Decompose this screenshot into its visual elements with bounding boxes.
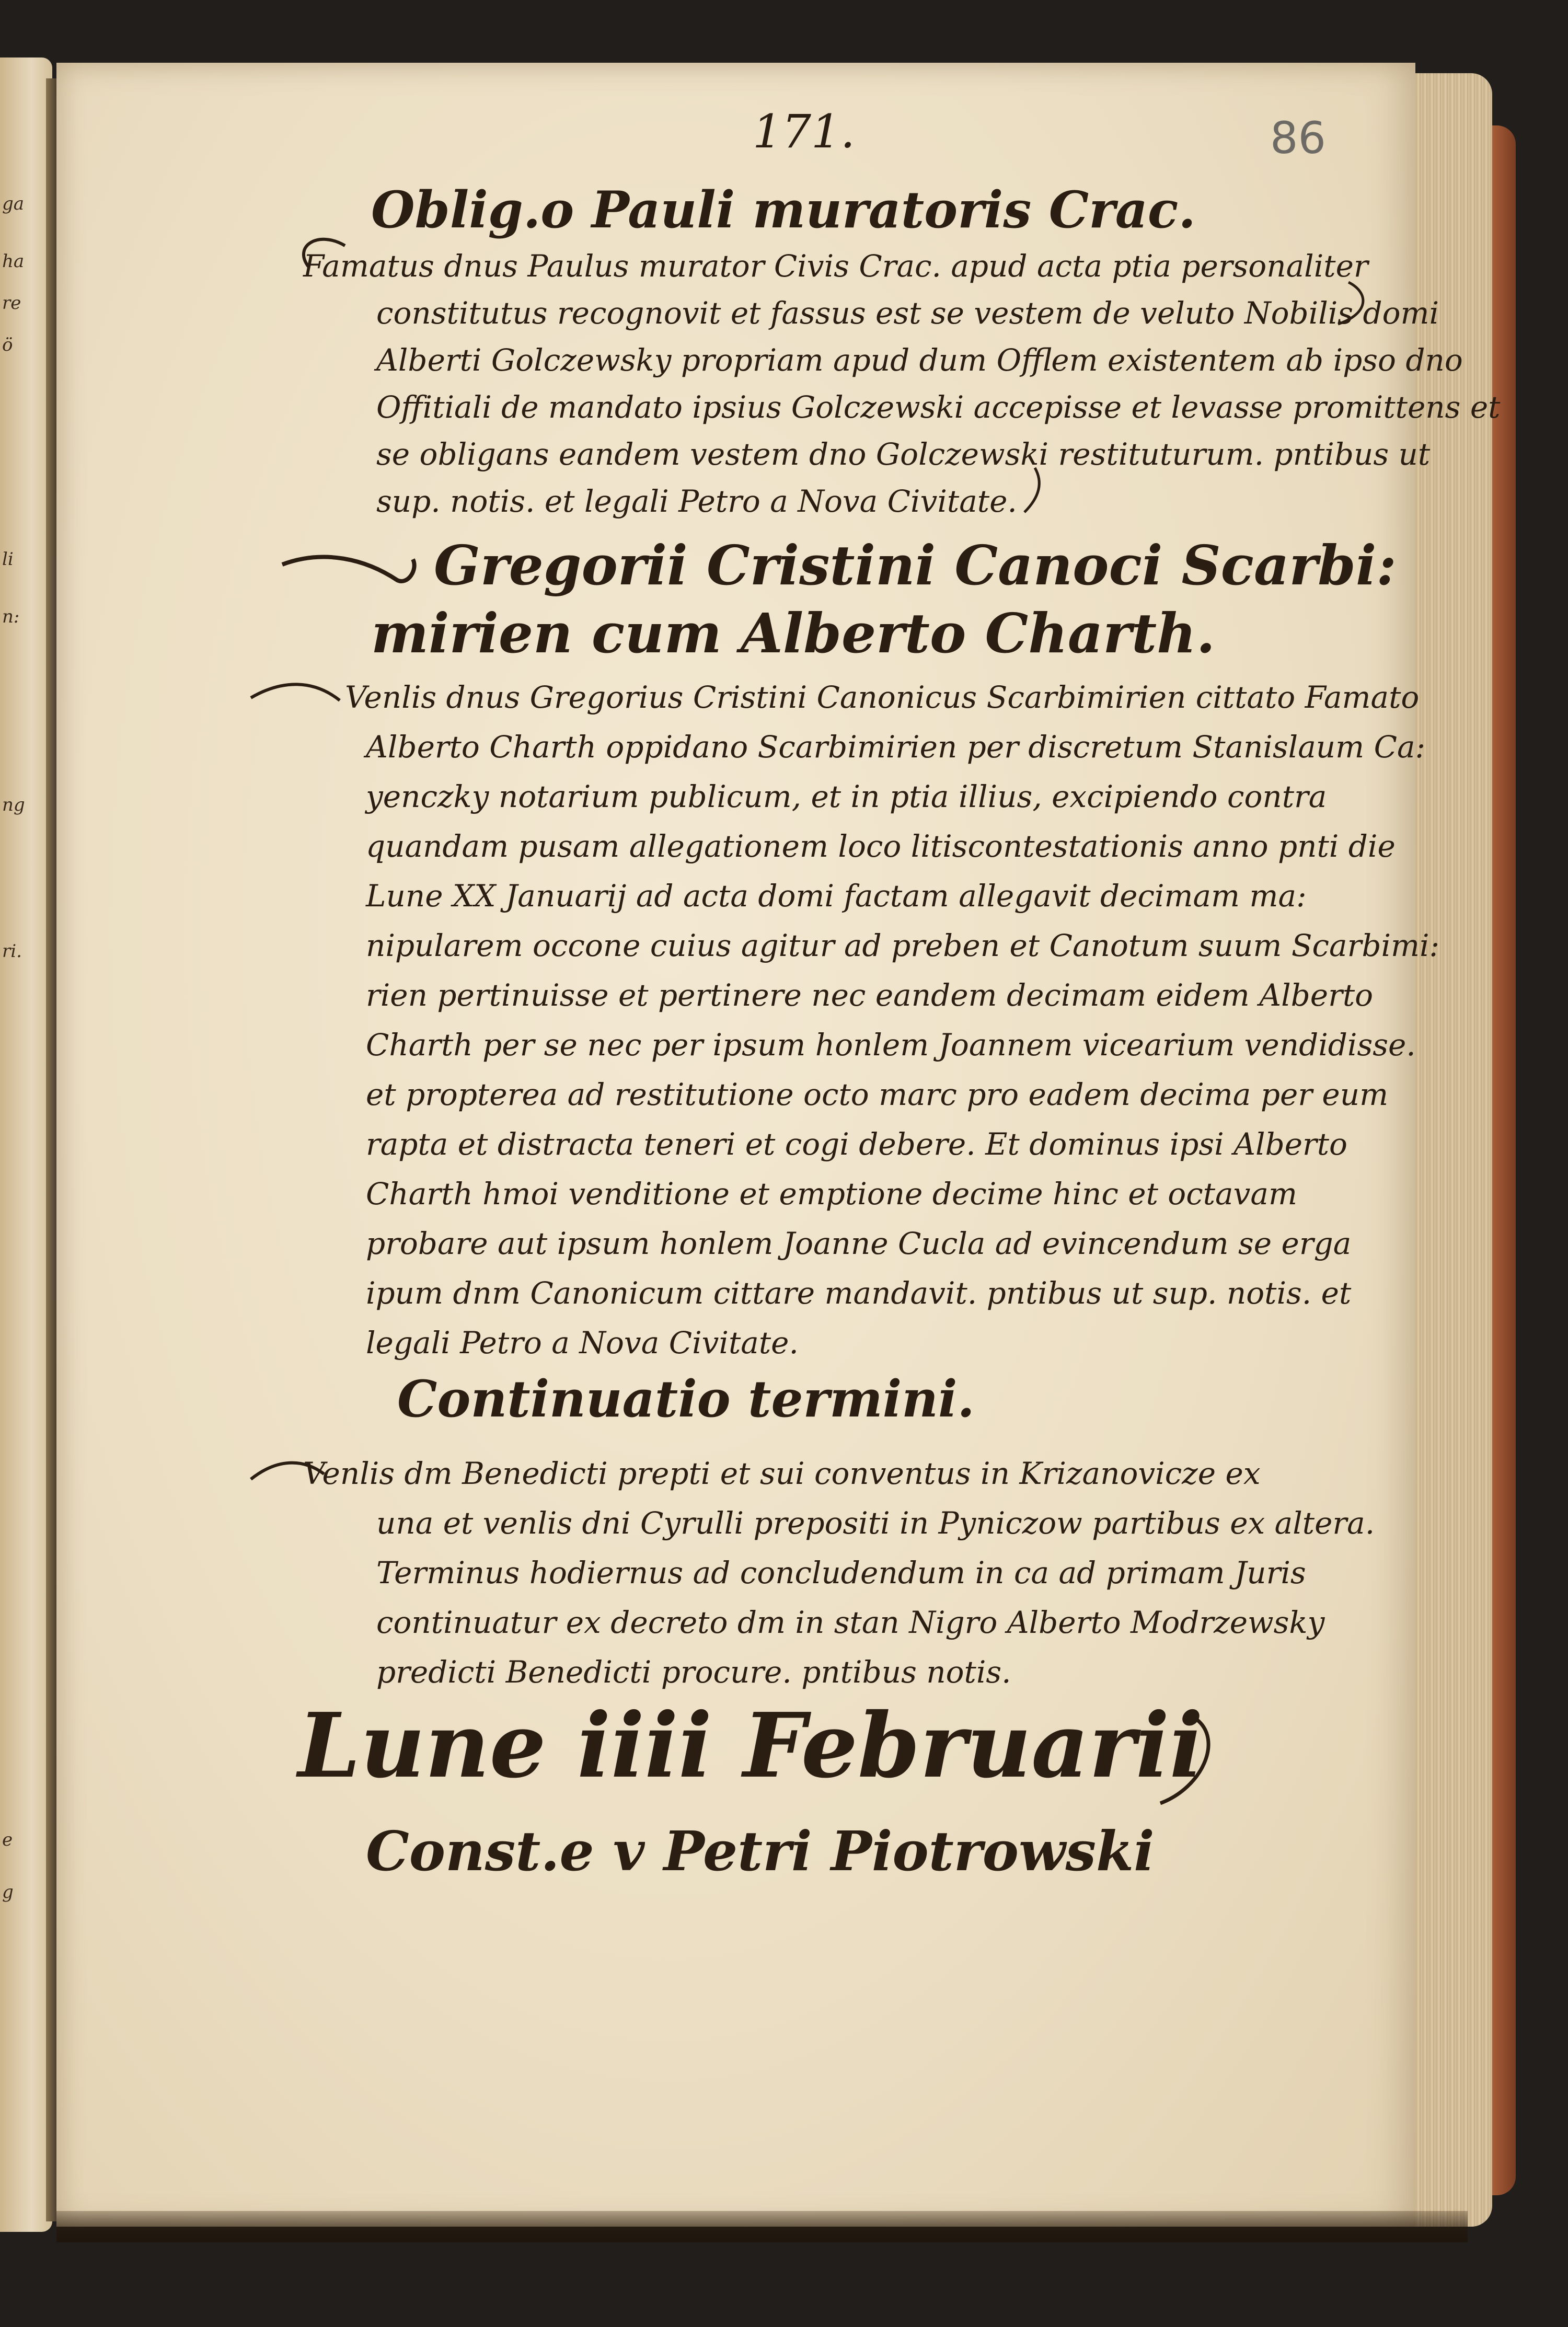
margin-note-fragment: n: xyxy=(2,606,20,627)
entry-2-heading-line: mirien cum Alberto Charth. xyxy=(371,601,1215,665)
entry-2-heading-line: Gregorii Cristini Canoci Scarbi: xyxy=(434,533,1397,597)
entry-2-line: nipularem occone cuius agitur ad preben et Canotum suum Scarbimi: xyxy=(366,928,1440,963)
entry-3-line: predicti Benedicti procure. pntibus notis. xyxy=(376,1654,1011,1690)
entry-2-line: rapta et distracta teneri et cogi debere. Et dominus ipsi Alberto xyxy=(366,1126,1347,1162)
entry-1-line: sup. notis. et legali Petro a Nova Civitate. xyxy=(376,483,1017,519)
margin-note-fragment: e xyxy=(2,1829,13,1850)
flourish-entry-2 xyxy=(251,684,340,700)
margin-note-fragment: g xyxy=(2,1882,14,1903)
entry-2-line: Charth hmoi venditione et emptione decime hinc et octavam xyxy=(366,1176,1297,1212)
flourish-entry-2-heading xyxy=(282,557,414,581)
entry-2-line: legali Petro a Nova Civitate. xyxy=(366,1325,799,1361)
flourish-date xyxy=(1160,1720,1208,1803)
entry-2-line: Venlis dnus Gregorius Cristini Canonicus Scarbimirien cittato Famato xyxy=(345,679,1420,715)
margin-note-fragment: ö xyxy=(2,335,13,355)
flourish-margin-right-1 xyxy=(1338,282,1363,324)
entry-2-line: Lune XX Januarij ad acta domi factam allegavit decimam ma: xyxy=(366,878,1307,914)
margin-note-fragment: ng xyxy=(2,794,25,815)
entry-3-line: Terminus hodiernus ad concludendum in ca ad primam Juris xyxy=(376,1555,1306,1591)
entry-2-line: Charth per se nec per ipsum honlem Joannem vicearium vendidisse. xyxy=(366,1027,1416,1063)
entry-3-line: una et venlis dni Cyrulli prepositi in Pyniczow partibus ex altera. xyxy=(376,1505,1375,1541)
entry-3-line: continuatur ex decreto dm in stan Nigro Alberto Modrzewsky xyxy=(376,1605,1325,1640)
entry-3-heading: Continuatio termini. xyxy=(397,1369,975,1429)
entry-2-line: rien pertinuisse et pertinere nec eandem decimam eidem Alberto xyxy=(366,977,1374,1013)
entry-1-line: Famatus dnus Paulus murator Civis Crac. apud acta ptia personaliter xyxy=(303,248,1368,284)
entry-3-line: Venlis dm Benedicti prepti et sui conventus in Krizanovicze ex xyxy=(303,1456,1261,1491)
entry-2-line: yenczky notarium publicum, et in ptia illius, excipiendo contra xyxy=(366,779,1327,814)
entry-1-line: se obligans eandem vestem dno Golczewski restituturum. pntibus ut xyxy=(376,436,1431,472)
folio-number: 171. xyxy=(753,105,855,158)
entry-2-line: Alberto Charth oppidano Scarbimirien per discretum Stanislaum Ca: xyxy=(366,729,1426,765)
entry-2-line: probare aut ipsum honlem Joanne Cucla ad evincendum se erga xyxy=(366,1226,1352,1261)
date-heading: Lune iiii Februarii xyxy=(298,1694,1204,1798)
entry-1-heading: Oblig.o Pauli muratoris Crac. xyxy=(371,180,1196,239)
entry-2-line: et propterea ad restitutione octo marc pro eadem decima per eum xyxy=(366,1077,1389,1112)
flourish-entry-3 xyxy=(251,1463,324,1479)
margin-note-fragment: ga xyxy=(2,193,25,214)
entry-1-line: Alberti Golczewsky propriam apud dum Offlem existentem ab ipso dno xyxy=(376,342,1463,378)
margin-note-fragment: li xyxy=(2,549,14,570)
flourish-entry-1 xyxy=(304,239,345,267)
entry-1-line: constitutus recognovit et fassus est se vestem de veluto Nobilis domi xyxy=(376,295,1439,331)
flourish-margin-right-2 xyxy=(1024,468,1039,512)
constitution-line: Const.e v Petri Piotrowski xyxy=(366,1819,1155,1883)
pencil-folio-number: 86 xyxy=(1270,112,1326,164)
entry-2-line: ipum dnm Canonicum cittare mandavit. pntibus ut sup. notis. et xyxy=(366,1275,1352,1311)
margin-note-fragment: ri. xyxy=(2,941,22,962)
margin-note-fragment: ha xyxy=(2,251,25,272)
entry-1-line: Offitiali de mandato ipsius Golczewski accepisse et levasse promittens et xyxy=(376,389,1501,425)
entry-2-line: quandam pusam allegationem loco litiscontestationis anno pnti die xyxy=(366,828,1396,864)
margin-note-fragment: re xyxy=(2,293,21,314)
